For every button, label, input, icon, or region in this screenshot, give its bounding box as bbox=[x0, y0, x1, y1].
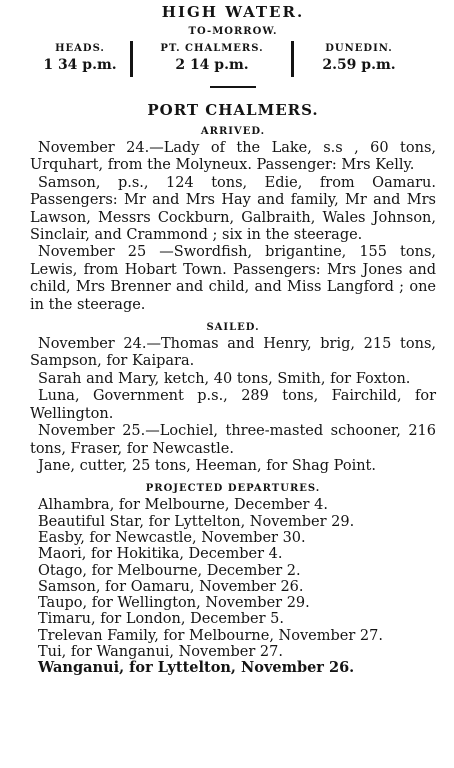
tide-place: HEADS. bbox=[55, 43, 105, 54]
departure-entry: Taupo, for Wellington, November 29. bbox=[38, 595, 310, 612]
arrival-entry: November 24.—Lady of the Lake, s.s , 60 tons, Urquhart, from the Molyneux. Passenger: Mrs Kelly. bbox=[30, 140, 436, 174]
departure-entry: Alhambra, for Melbourne, December 4. bbox=[38, 497, 328, 514]
departure-entry: Maori, for Hokitika, December 4. bbox=[38, 546, 283, 563]
port-chalmers-title: PORT CHALMERS. bbox=[147, 101, 319, 119]
arrival-entry: November 25 —Swordfish, brigantine, 155 tons, Lewis, from Hobart Town. Passengers: Mrs Jones and child, Mrs Brenner and child, and Miss Langford ; one in the steerage. bbox=[30, 244, 436, 313]
tide-time: 2 14 p.m. bbox=[175, 57, 249, 73]
sailing-entry: November 24.—Thomas and Henry, brig, 215 tons, Sampson, for Kaipara. bbox=[30, 336, 436, 370]
tide-time: 2.59 p.m. bbox=[322, 57, 396, 73]
tide-place: DUNEDIN. bbox=[325, 43, 393, 54]
high-water-subtitle: TO-MORROW. bbox=[188, 26, 278, 37]
arrived-heading: ARRIVED. bbox=[200, 126, 266, 137]
departure-entry: Wanganui, for Lyttelton, November 26. bbox=[38, 659, 355, 677]
arrival-entry: Samson, p.s., 124 tons, Edie, from Oamaru. Passengers: Mr and Mrs Hay and family, Mr and Mrs Lawson, Messrs Cockburn, Galbraith, Wales Johnson, Sinclair, and Crammond ; six in the steerage. bbox=[30, 174, 436, 244]
sailing-entry: Luna, Government p.s., 289 tons, Fairchild, for Wellington. bbox=[30, 388, 436, 422]
departure-entry: Easby, for Newcastle, November 30. bbox=[38, 529, 306, 546]
sailing-entry: Sarah and Mary, ketch, 40 tons, Smith, for Foxton. bbox=[38, 370, 411, 387]
sailing-entry: Jane, cutter, 25 tons, Heeman, for Shag Point. bbox=[38, 457, 376, 474]
section-divider bbox=[210, 86, 256, 88]
sailing-entry: November 25.—Lochiel, three-masted schooner, 216 tons, Fraser, for Newcastle. bbox=[30, 423, 436, 457]
tide-column-dunedin bbox=[294, 41, 424, 77]
tide-column-heads bbox=[30, 41, 130, 77]
departure-entry: Otago, for Melbourne, December 2. bbox=[38, 562, 301, 579]
projected-departures-heading: PROJECTED DEPARTURES. bbox=[145, 483, 321, 495]
sailed-heading: SAILED. bbox=[206, 322, 260, 334]
tide-place: PT. CHALMERS. bbox=[160, 43, 264, 54]
departure-entry: Trelevan Family, for Melbourne, November 27. bbox=[38, 627, 383, 644]
departure-entry: Samson, for Oamaru, November 26. bbox=[38, 578, 304, 595]
high-water-title: HIGH WATER. bbox=[161, 3, 305, 21]
departure-entry: Tui, for Wanganui, November 27. bbox=[38, 643, 283, 660]
departure-entry: Timaru, for London, December 5. bbox=[38, 611, 284, 628]
tide-time: 1 34 p.m. bbox=[43, 57, 117, 73]
departure-entry: Beautiful Star, for Lyttelton, November 29. bbox=[38, 513, 355, 530]
tide-table bbox=[30, 41, 436, 77]
tide-column-port-chalmers bbox=[130, 41, 294, 77]
